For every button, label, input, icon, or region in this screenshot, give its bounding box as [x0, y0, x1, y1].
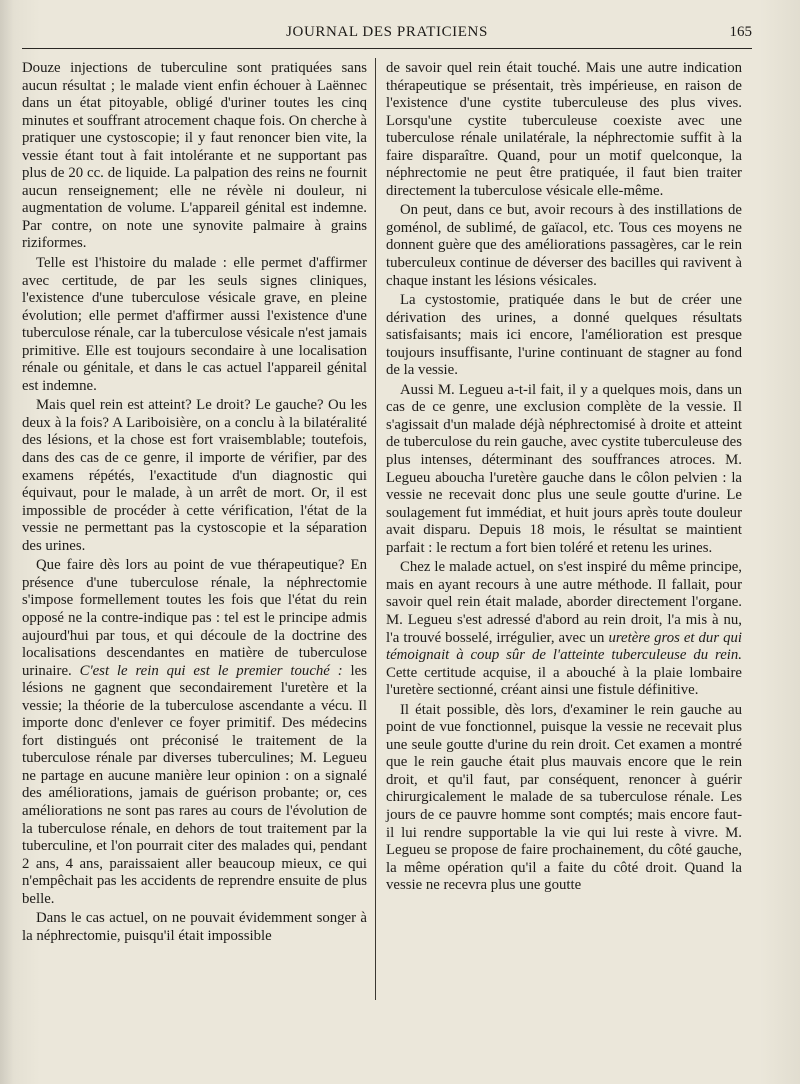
running-title: JOURNAL DES PRATICIENS — [286, 24, 488, 40]
page-number: 165 — [729, 24, 752, 40]
paragraph-text: Cette certitude acquise, il a abouché à la plaie lombaire l'uretère sectionné, créant ainsi une fistule définitive. — [386, 664, 742, 699]
paragraph: Douze injections de tuberculine sont pratiquées sans aucun résultat ; le malade vient enfin échouer à Laënnec dans un état pitoyable, obligé d'uriner toutes les cinq minutes et souffrant atrocement chaque fois. On cherche à pratiquer une cystoscopie; il y faut renoncer bien vite, la vessie étant tout à fait intolérante et ne supportant pas plus de 20 cc. de liquide. La palpation des reins ne fournit aucun renseignement; elle ne révèle ni douleur, ni augmentation de volume. L'appareil génital est indemne. Par contre, on note une synovite palmaire à grains riziformes. — [22, 60, 367, 252]
italic-emphasis: uretère gros et dur qui témoignait à coup sûr de l'atteinte tuberculeuse du rein. — [386, 629, 742, 664]
paragraph-text: Chez le malade actuel, on s'est inspiré du même principe, mais en ayant recours à une autre méthode. Il fallait, pour savoir quel rein était malade, aborder directement l'organe. M. Legueu s'est adressé d'abord au rein droit, l'a mis à nu, l'a trouvé bosselé, irrégulier, avec un — [386, 559, 742, 646]
paragraph: On peut, dans ce but, avoir recours à des instillations de goménol, de sublimé, de gaïacol, etc. Tous ces moyens ne donnent guère que des améliorations passagères, car le rein tuberculeux continue de déverser des bacilles qui ravivent à chaque instant les lésions vésicales. — [386, 202, 742, 289]
paragraph — [22, 557, 367, 908]
paragraph: Aussi M. Legueu a-t-il fait, il y a quelques mois, dans un cas de ce genre, une exclusion complète de la vessie. Il s'agissait d'un malade déjà néphrectomisé à droite et atteint de tuberculose du rein gauche, avec cystite tuberculeuse des plus intenses, déterminant des souffrances atroces. M. Legueu aboucha l'uretère gauche dans le côlon pelvien : la vessie ne recevait donc plus une seule goutte d'urine. Le soulagement fut immédiat, et huit jours après toute douleur avait disparu. Depuis 18 mois, le résultat se maintient parfait : le rectum a fort bien toléré et retenu les urines. — [386, 381, 742, 556]
paragraph — [386, 559, 742, 699]
paragraph: Dans le cas actuel, on ne pouvait évidemment songer à la néphrectomie, puisqu'il était impossible — [22, 910, 367, 944]
paragraph: de savoir quel rein était touché. Mais une autre indication thérapeutique se présentait, très impérieuse, en raison de l'existence d'une cystite tuberculeuse des plus vives. Lorsqu'une cystite tuberculeuse coexiste avec une tuberculose rénale unilatérale, la néphrectomie suffit à la faire disparaître. Quand, pour un motif quelconque, la néphrectomie ne peut être pratiquée, il faut bien traiter directement la tuberculose vésicale elle-même. — [386, 60, 742, 199]
left-column — [22, 60, 367, 947]
paragraph-text: Que faire dès lors au point de vue thérapeutique? En présence d'une tuberculose rénale, la néphrectomie s'impose formellement toutes les fois que l'état du rein opposé ne la contre-indique pas : tel est le principe admis aujourd'hui par tous, et qui découle de la doctrine des localisations descendantes en matière de tuberculose urinaire. — [22, 557, 367, 679]
paragraph: Il était possible, dès lors, d'examiner le rein gauche au point de vue fonctionnel, puisque la vessie ne recevait plus une seule goutte d'urine du rein droit. Cet examen a montré que le rein gauche était plus mauvais encore que le rein droit, et qu'il faut, par conséquent, renoncer à guérir chirurgicalement le malade de sa tuberculose rénale. Les jours de ce pauvre homme sont comptés; mais encore faut-il lui rendre supportable la vie qui lui reste à vivre. M. Legueu se propose de faire prochainement, du côté gauche, la même opération qu'il a faite du côté droit. Quand la vessie ne recevra plus une goutte — [386, 701, 742, 894]
column-divider — [375, 58, 376, 1000]
paragraph: Mais quel rein est atteint? Le droit? Le gauche? Ou les deux à la fois? A Lariboisière, on a conclu à la bilatéralité des lésions, et la chose est fort vraisemblable; toutefois, dans des cas de ce genre, il importe de vérifier, par des examens répétés, l'exactitude d'un diagnostic qui équivaut, pour le malade, à un arrêt de mort. Or, il est impossible de procéder à cette vérification, l'état de la vessie ne permettant pas la cystoscopie et la séparation des urines. — [22, 397, 367, 554]
page-header — [22, 20, 752, 46]
paragraph-text: les lésions ne gagnent que secondairement l'uretère et la vessie; la théorie de la tuberculose ascendante a vécu. Il importe donc d'enlever ce foyer primitif. Des médecins fort distingués ont préconisé le traitement de la tuberculose rénale par diverses tuberculines; M. Legueu ne partage en aucune manière leur opinion : on a signalé des améliorations, jamais de guérison probante; or, ces améliorations ne sont pas rares au cours de l'évolution de la tuberculose rénale, en dehors de tout traitement par la tuberculine, et l'on pourrait citer des malades qui, pendant 2 ans, 4 ans, paraissaient aller beaucoup mieux, ce qui n'empêchait pas les accidents de reprendre ensuite de plus belle. — [22, 662, 367, 907]
paragraph: La cystostomie, pratiquée dans le but de créer une dérivation des urines, a donné quelques résultats satisfaisants; mais ici encore, l'amélioration est presque toujours insuffisante, l'urine continuant de stagner au fond de la vessie. — [386, 292, 742, 379]
paragraph: Telle est l'histoire du malade : elle permet d'affirmer avec certitude, de par les seuls signes cliniques, l'existence d'une tuberculose vésicale grave, en pleine évolution; elle permet d'affirmer aussi l'existence d'une tuberculose rénale, car la tuberculose vésicale n'est jamais primitive. Elle est toujours secondaire à une localisation rénale ou génitale, et dans le cas actuel l'appareil génital est indemne. — [22, 255, 367, 394]
right-column — [386, 60, 742, 897]
italic-emphasis: C'est le rein qui est le premier touché : — [79, 662, 343, 679]
header-rule — [22, 48, 752, 49]
